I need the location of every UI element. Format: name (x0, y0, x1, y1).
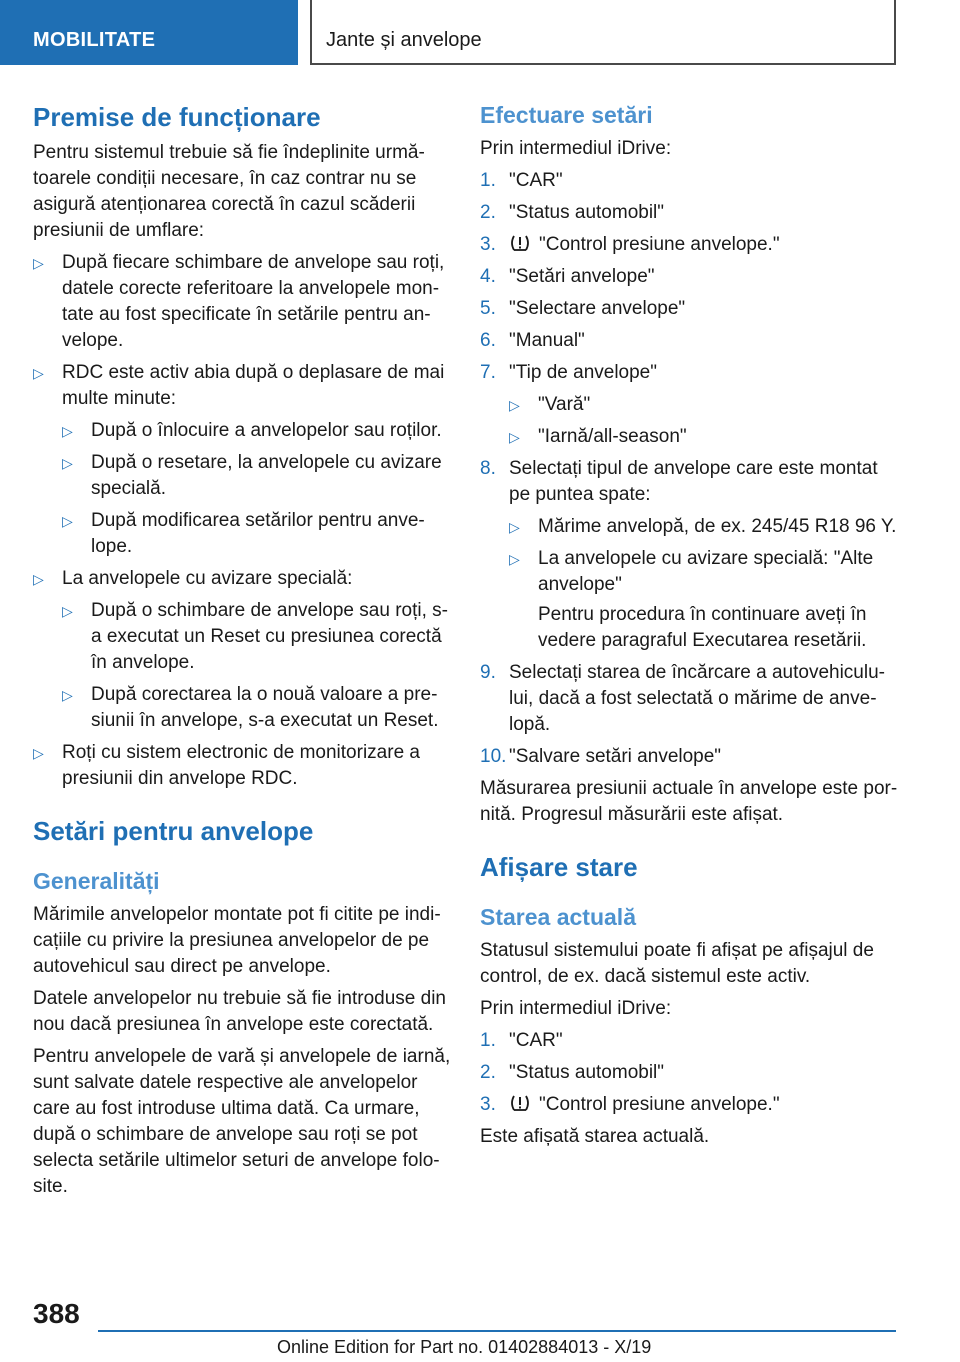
sub-list (509, 514, 898, 654)
step-number: 10. (480, 746, 507, 767)
setari-paragraph-1: Mărimile anvelopelor montate pot fi citite pe indicațiile cu privire la presiunea anvelopelor de pe autovehicul sau direct pe anvelope. (33, 904, 441, 977)
step-item (480, 1028, 898, 1054)
step-item (480, 232, 898, 258)
step-number: 7. (480, 362, 496, 383)
section-title: MOBILITATE (33, 29, 156, 51)
premise-intro: Pentru sistemul trebuie să fie îndeplinite următoarele condiții necesare, în caz contrar nu se asigură atenționarea corectă în cazul scăderii presiunii de umflare: (33, 142, 425, 241)
step-text: "CAR" (509, 170, 563, 191)
bullet-marker-icon: ▷ (62, 513, 73, 529)
bullet-marker-icon: ▷ (509, 429, 520, 445)
bullet-marker-icon: ▷ (33, 255, 44, 271)
bullet-marker-icon: ▷ (62, 603, 73, 619)
bullet-text: După modificarea setărilor pentru anvelope. (91, 510, 425, 557)
afisare-outro: Este afișată starea actuală. (480, 1126, 710, 1147)
step-number: 6. (480, 330, 496, 351)
bullet-marker-icon: ▷ (509, 551, 520, 567)
bullet-item (509, 546, 898, 654)
efectuare-steps (480, 168, 898, 770)
bullet-text: Roți cu sistem electronic de monitorizare a presiunii din anvelope RDC. (62, 742, 420, 789)
bullet-item (33, 360, 451, 560)
step-text: "Setări anvelope" (509, 266, 655, 287)
step-item (480, 360, 898, 450)
step-text: "CAR" (509, 1030, 563, 1051)
step-text: "Manual" (509, 330, 585, 351)
bullet-text: După fiecare schimbare de anvelope sau roți, datele corecte referitoare la anvelopele montate au fost specificate în setările pentru anvelope. (62, 252, 445, 351)
efectuare-outro: Măsurarea presiunii actuale în anvelope este pornită. Progresul măsurării este afișat. (480, 778, 898, 825)
bullet-marker-icon: ▷ (509, 397, 520, 413)
step-number: 2. (480, 1062, 496, 1083)
bullet-marker-icon: ▷ (33, 571, 44, 587)
step-item (480, 660, 898, 738)
step-item (480, 1060, 898, 1086)
afisare-paragraph-1: Statusul sistemului poate fi afișat pe afișajul de control, de ex. dacă sistemul este activ. (480, 940, 874, 987)
step-text: "Salvare setări anvelope" (509, 746, 722, 767)
step-text: Selectați tipul de anvelope care este montat pe puntea spate: (509, 458, 878, 505)
afisare-heading: Afișare stare (480, 852, 638, 882)
setari-heading: Setări pentru anvelope (33, 816, 314, 846)
afisare-paragraph-2: Prin intermediul iDrive: (480, 998, 672, 1019)
sub-list (509, 392, 898, 450)
step-number: 8. (480, 458, 496, 479)
step-number: 4. (480, 266, 496, 287)
section-tab (0, 0, 298, 65)
step-item (480, 456, 898, 654)
bullet-item (62, 598, 451, 676)
bullet-marker-icon: ▷ (62, 687, 73, 703)
bullet-item (509, 514, 898, 540)
efectuare-heading: Efectuare setări (480, 102, 653, 128)
step-text: "Selectare anvelope" (509, 298, 686, 319)
step-number: 1. (480, 170, 496, 191)
step-number: 9. (480, 662, 496, 683)
step-item (480, 1092, 898, 1118)
premise-list (33, 250, 451, 792)
bullet-note: Pentru procedura în continuare aveți în vedere paragraful Executarea resetării. (538, 604, 867, 651)
bullet-marker-icon: ▷ (509, 519, 520, 535)
bullet-item (62, 418, 451, 444)
bullet-item (62, 508, 451, 560)
step-item (480, 296, 898, 322)
right-column (480, 100, 898, 1150)
bullet-marker-icon: ▷ (33, 365, 44, 381)
efectuare-intro: Prin intermediul iDrive: (480, 138, 672, 159)
bullet-text: După o schimbare de anvelope sau roți, s-a executat un Reset cu presiunea corectă în anvelope. (91, 600, 448, 673)
step-item (480, 328, 898, 354)
sub-list (62, 598, 451, 734)
setari-paragraph-3: Pentru anvelopele de vară și anvelopele de iarnă, sunt salvate datele respective ale anvelopelor care au fost introduse ultima dată. Ca urmare, după o schimbare de anvelope sau roți se pot selecta setările ultimelor seturi de anvelope folosite. (33, 1046, 451, 1197)
step-text: "Tip de anvelope" (509, 362, 657, 383)
step-number: 3. (480, 234, 496, 255)
step-text: "Status automobil" (509, 202, 665, 223)
step-item (480, 744, 898, 770)
step-text: "Control presiune anvelope." (509, 234, 780, 255)
bullet-text: Mărime anvelopă, de ex. 245/45 R18 96 Y. (538, 516, 897, 537)
bullet-text: La anvelopele cu avizare specială: (62, 568, 353, 589)
bullet-item (33, 740, 451, 792)
starea-heading: Starea actuală (480, 904, 636, 930)
bullet-text: La anvelopele cu avizare specială: "Alte anvelope" (538, 548, 874, 595)
chapter-tab (310, 0, 896, 65)
step-number: 2. (480, 202, 496, 223)
bullet-item (62, 682, 451, 734)
setari-paragraph-2: Datele anvelopelor nu trebuie să fie introduse din nou dacă presiunea în anvelope este corectată. (33, 988, 446, 1035)
bullet-item (62, 450, 451, 502)
bullet-marker-icon: ▷ (62, 455, 73, 471)
step-number: 1. (480, 1030, 496, 1051)
step-text: Selectați starea de încărcare a autovehiculului, dacă a fost selectată o mărime de anvelopă. (509, 662, 885, 735)
bullet-marker-icon: ▷ (62, 423, 73, 439)
sub-list (62, 418, 451, 560)
step-text: "Control presiune anvelope." (509, 1094, 780, 1115)
footer-rule (98, 1330, 896, 1332)
step-text: "Status automobil" (509, 1062, 665, 1083)
afisare-steps (480, 1028, 898, 1118)
step-item (480, 168, 898, 194)
page-number: 388 (33, 1298, 80, 1329)
bullet-item (33, 566, 451, 734)
bullet-item (509, 424, 898, 450)
step-item (480, 200, 898, 226)
bullet-text: După corectarea la o nouă valoare a presiunii în anvelope, s-a executat un Reset. (91, 684, 439, 731)
premise-heading: Premise de funcționare (33, 102, 321, 132)
step-number: 3. (480, 1094, 496, 1115)
tire-pressure-warning-icon (509, 233, 531, 253)
bullet-marker-icon: ▷ (33, 745, 44, 761)
edition-footer: Online Edition for Part no. 01402884013 - X/19 (277, 1337, 652, 1357)
chapter-title: Jante și anvelope (326, 29, 482, 51)
bullet-text: RDC este activ abia după o deplasare de mai multe minute: (62, 362, 445, 409)
left-column (33, 100, 451, 1200)
bullet-text: "Vară" (538, 394, 591, 415)
bullet-text: După o resetare, la anvelopele cu avizare specială. (91, 452, 442, 499)
step-item (480, 264, 898, 290)
tire-pressure-warning-icon (509, 1093, 531, 1113)
bullet-text: După o înlocuire a anvelopelor sau roților. (91, 420, 442, 441)
generalitati-heading: Generalități (33, 868, 160, 894)
step-number: 5. (480, 298, 496, 319)
bullet-item (509, 392, 898, 418)
bullet-text: "Iarnă/all-season" (538, 426, 687, 447)
bullet-item (33, 250, 451, 354)
